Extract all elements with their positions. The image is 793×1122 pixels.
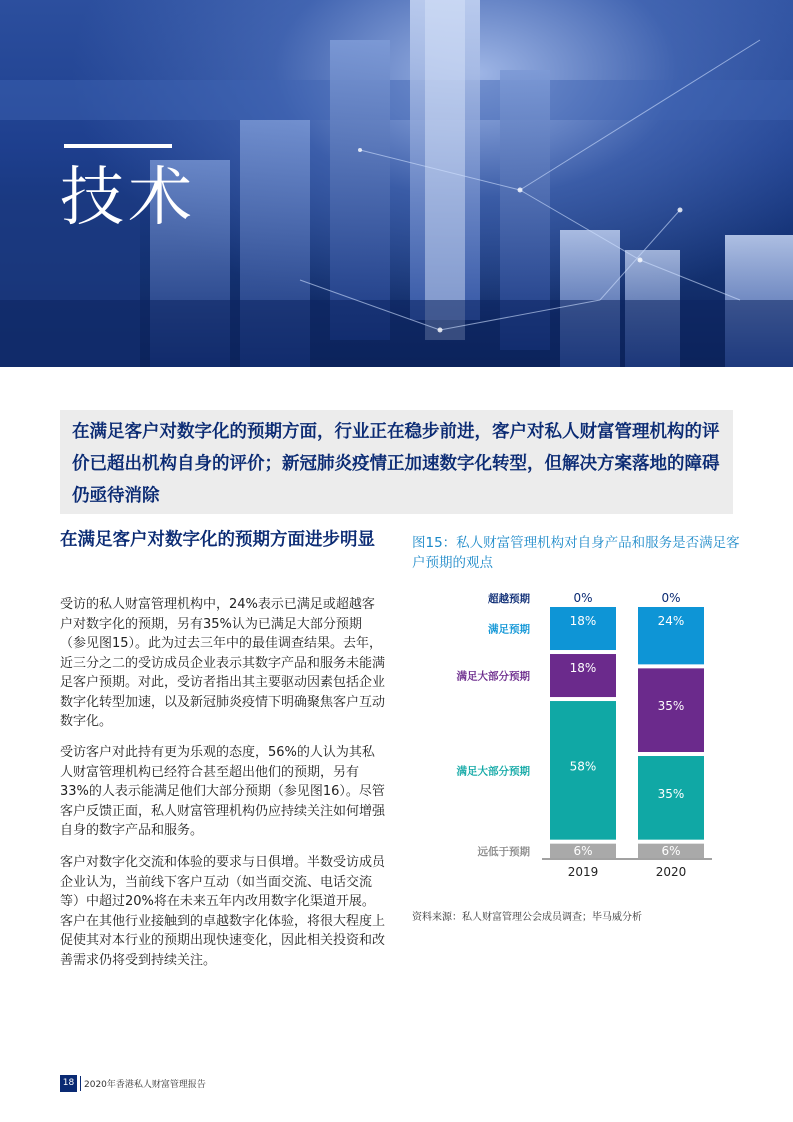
hero-banner	[0, 0, 793, 367]
data-label: 35%	[657, 786, 685, 801]
legend-label: 超越预期	[488, 593, 530, 605]
data-label: 0%	[573, 591, 593, 605]
data-label: 24%	[657, 614, 685, 628]
legend-label: 满足大部分预期	[456, 765, 530, 778]
data-label: 0%	[661, 591, 681, 605]
data-label: 58%	[569, 759, 597, 774]
data-label: 18%	[569, 614, 597, 628]
body-paragraph-2: 受访客户对此持有更为乐观的态度，56%的人认为其私人财富管理机构已经符合甚至超出他们的预期，另有33%的人表示能满足他们大部分预期（参见图16）。尽管客户反馈正面，私人财富管理机构仍应持续关注如何增强自身的数字产品和服务。	[60, 745, 386, 838]
data-label: 35%	[657, 699, 685, 714]
x-tick-label: 2019	[567, 865, 599, 879]
body-paragraph-1: 受访的私人财富管理机构中，24%表示已满足或超越客户对数字化的预期，另有35%认为已满足大部分预期（参见图15）。此为过去三年中的最佳调查结果。去年，近三分之二的受访成员企业表示其数字产品和服务未能满足客户预期。对此，受访者指出其主要驱动因素包括企业数字化转型加速，以及新冠肺炎疫情下明确聚焦客户互动数字化。	[60, 597, 386, 729]
figure-source: 资料来源：私人财富管理公会成员调查；毕马威分析	[412, 912, 642, 923]
legend-label: 满足大部分预期	[456, 670, 530, 683]
figure-title: 图15：私人财富管理机构对自身产品和服务是否满足客户预期的观点	[412, 535, 740, 571]
summary-callout: 在满足客户对数字化的预期方面，行业正在稳步前进，客户对私人财富管理机构的评价已超出机构自身的评价；新冠肺炎疫情正加速数字化转型，但解决方案落地的障碍仍亟待消除	[60, 410, 733, 514]
legend-label: 满足预期	[488, 623, 530, 636]
page-number: 18	[60, 1075, 77, 1092]
chapter-title: 技术	[60, 161, 196, 235]
footer-divider	[80, 1076, 81, 1091]
data-label: 18%	[569, 661, 597, 676]
title-rule	[64, 144, 172, 148]
body-paragraph-3: 客户对数字化交流和体验的要求与日俱增。半数受访成员企业认为，当前线下客户互动（如当面交流、电话交流等）中超过20%将在未来五年内改用数字化渠道开展。客户在其他行业接触到的卓越数字化体验，将很大程度上促使其对本行业的预期出现快速变化，因此相关投资和改善需求仍将受到持续关注。	[60, 855, 386, 968]
x-tick-label: 2020	[655, 865, 687, 879]
section-heading: 在满足客户对数字化的预期方面进步明显	[60, 530, 375, 550]
stacked-bar-chart	[412, 590, 732, 900]
data-label: 6%	[573, 843, 593, 858]
data-label: 6%	[661, 843, 681, 858]
footer-report-title: 2020年香港私人财富管理报告	[84, 1080, 206, 1090]
legend-label: 远低于预期	[477, 845, 530, 858]
